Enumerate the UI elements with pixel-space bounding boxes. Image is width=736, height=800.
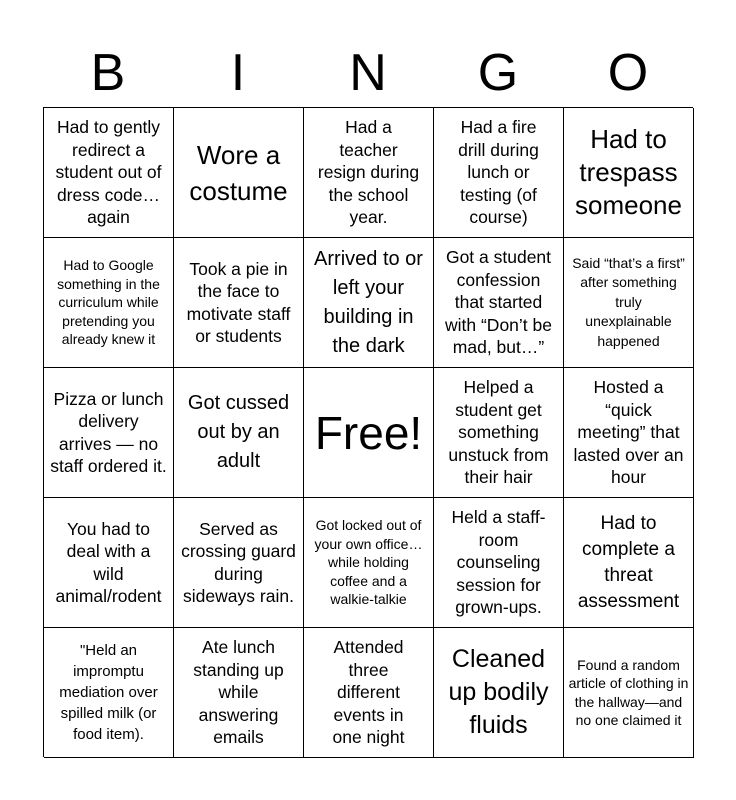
bingo-cell[interactable]	[174, 498, 304, 628]
free-space-cell[interactable]	[304, 368, 434, 498]
bingo-cell[interactable]	[434, 628, 564, 758]
cell-text: You had to deal with a wild animal/rodent	[55, 518, 162, 606]
header-letter-g: G	[477, 44, 519, 102]
cell-text: Wore a costume	[189, 139, 288, 206]
cell-text: Found a random article of clothing in the hallway—and no one claimed it	[568, 656, 689, 728]
cell-text: Attended three different events in one night	[332, 637, 405, 748]
bingo-cell[interactable]	[434, 368, 564, 498]
cell-text: Hosted a “quick meeting” that lasted over an hour	[573, 377, 684, 488]
bingo-cell[interactable]	[434, 108, 564, 238]
cell-text: Cleaned up bodily fluids	[448, 645, 549, 739]
cell-text: Pizza or lunch delivery arrives — no staff ordered it.	[50, 388, 167, 476]
bingo-cell[interactable]	[304, 108, 434, 238]
cell-text: Had to complete a threat assessment	[577, 512, 680, 612]
bingo-cell[interactable]	[174, 238, 304, 368]
bingo-cell[interactable]	[44, 368, 174, 498]
cell-text: Held a staff-room counseling session for grown-ups.	[451, 507, 546, 618]
header-letter-o: O	[607, 44, 649, 102]
bingo-cell[interactable]	[174, 108, 304, 238]
cell-text: Had to trespass someone	[575, 124, 682, 220]
cell-text: "Held an impromptu mediation over spilled milk (or food item).	[59, 642, 158, 743]
cell-text: Arrived to or left your building in the dark	[314, 247, 423, 357]
bingo-cell[interactable]	[304, 628, 434, 758]
cell-text: Served as crossing guard during sideways rain.	[181, 518, 296, 606]
bingo-cell[interactable]	[174, 368, 304, 498]
bingo-cell[interactable]	[434, 238, 564, 368]
free-space-text: Free!	[314, 406, 423, 459]
bingo-cell[interactable]	[174, 628, 304, 758]
cell-text: Ate lunch standing up while answering emails	[193, 637, 284, 748]
cell-text: Said “that’s a first” after something truly unexplainable happened	[572, 254, 685, 349]
bingo-cell[interactable]	[304, 498, 434, 628]
bingo-cell[interactable]	[304, 238, 434, 368]
bingo-cell[interactable]	[434, 498, 564, 628]
bingo-cell[interactable]	[44, 498, 174, 628]
cell-text: Helped a student get something unstuck from their hair	[448, 377, 549, 488]
bingo-board	[43, 107, 693, 757]
cell-text: Got a student confession that started with “Don’t be mad, but…”	[445, 247, 552, 358]
bingo-cell[interactable]	[564, 238, 694, 368]
bingo-cell[interactable]	[564, 628, 694, 758]
cell-text: Took a pie in the face to motivate staff or students	[186, 258, 291, 346]
bingo-cell[interactable]	[564, 108, 694, 238]
bingo-header	[43, 40, 693, 106]
cell-text: Had a teacher resign during the school year.	[317, 117, 420, 228]
cell-text: Had to Google something in the curriculum while pretending you already knew it	[57, 257, 160, 348]
cell-text: Had a fire drill during lunch or testing (of course)	[458, 117, 539, 228]
bingo-cell[interactable]	[44, 628, 174, 758]
bingo-cell[interactable]	[44, 238, 174, 368]
bingo-cell[interactable]	[44, 108, 174, 238]
header-letter-n: N	[349, 44, 387, 102]
cell-text: Got cussed out by an adult	[187, 392, 290, 472]
cell-text: Got locked out of your own office… while holding coffee and a walkie-talkie	[314, 517, 423, 608]
cell-text: Had to gently redirect a student out of dress code… again	[55, 117, 162, 228]
bingo-cell[interactable]	[564, 498, 694, 628]
bingo-cell[interactable]	[564, 368, 694, 498]
header-letter-i: I	[230, 44, 246, 102]
header-letter-b: B	[90, 44, 126, 102]
